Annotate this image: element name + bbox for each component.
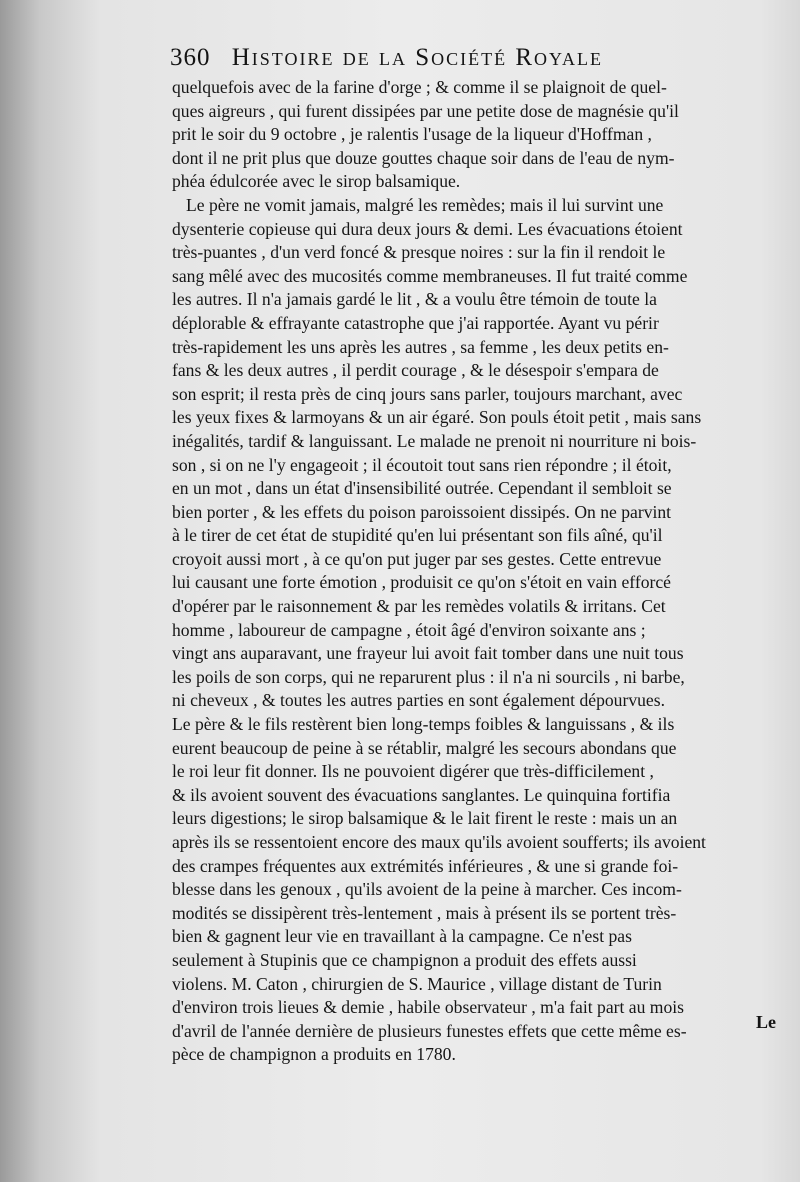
text-line: modités se dissipèrent très-lentement , mais à présent ils se portent très- — [172, 902, 677, 923]
text-line: des crampes fréquentes aux extrémités inférieures , & une si grande foi- — [172, 855, 679, 876]
text-line: les poils de son corps, qui ne reparurent plus : il n'a ni sourcils , ni barbe, — [172, 666, 685, 687]
text-line: d'opérer par le raisonnement & par les remèdes volatils & irritans. Cet — [172, 596, 666, 617]
text-line: à le tirer de cet état de stupidité qu'en lui présentant son fils aîné, qu'il — [172, 525, 663, 546]
text-line: vingt ans auparavant, une frayeur lui avoit fait tomber dans une nuit tous — [172, 643, 684, 664]
page-number: 360 — [170, 44, 211, 71]
text-line: en un mot , dans un état d'insensibilité outrée. Cependant il sembloit se — [172, 478, 672, 499]
text-line: quelquefois avec de la farine d'orge ; & comme il se plaignoit de quel- — [172, 77, 667, 97]
text-line: Le père ne vomit jamais, malgré les remèdes; mais il lui survint une — [186, 194, 664, 215]
text-line: son , si on ne l'y engageoit ; il écoutoit tout sans rien répondre ; il étoit, — [172, 454, 672, 475]
text-line: phéa édulcorée avec le sirop balsamique. — [172, 171, 461, 192]
text-line: son esprit; il resta près de cinq jours sans parler, toujours marchant, avec — [172, 383, 683, 404]
text-line: les yeux fixes & larmoyans & un air égaré. Son pouls étoit petit , mais sans — [172, 407, 702, 428]
text-line: les autres. Il n'a jamais gardé le lit , & a voulu être témoin de toute la — [172, 289, 657, 310]
text-line: d'environ trois lieues & demie , habile observateur , m'a fait part au mois — [172, 997, 685, 1018]
text-line: inégalités, tardif & languissant. Le malade ne prenoit ni nourriture ni bois- — [172, 430, 697, 451]
text-line: ques aigreurs , qui furent dissipées par une petite dose de magnésie qu'il — [172, 100, 679, 121]
text-line: seulement à Stupinis que ce champignon a produit des effets aussi — [172, 949, 637, 970]
running-header — [170, 44, 770, 72]
text-line: déplorable & effrayante catastrophe que j'ai rapportée. Ayant vu périr — [172, 312, 659, 333]
text-line: homme , laboureur de campagne , étoit âgé d'environ soixante ans ; — [172, 619, 646, 640]
text-line: le roi leur fit donner. Ils ne pouvoient digérer que très-difficilement , — [172, 761, 654, 782]
text-line: pèce de champignon a produits en 1780. — [172, 1044, 456, 1065]
text-line: dysenterie copieuse qui dura deux jours & demi. Les évacuations étoient — [172, 218, 683, 239]
text-line: fans & les deux autres , il perdit courage , & le désespoir s'empara de — [172, 360, 659, 381]
text-line: très-puantes , d'un verd foncé & presque noires : sur la fin il rendoit le — [172, 242, 666, 263]
text-line: leurs digestions; le sirop balsamique & le lait firent le reste : mais un an — [172, 808, 678, 829]
text-line: ni cheveux , & toutes les autres parties en sont également dépourvues. — [172, 690, 665, 711]
body-text — [172, 76, 770, 1067]
text-line: eurent beaucoup de peine à se rétablir, malgré les secours abondans que — [172, 737, 677, 758]
text-line: dont il ne prit plus que douze gouttes chaque soir dans de l'eau de nym- — [172, 147, 675, 168]
running-title: Histoire de la Société Royale — [231, 44, 604, 71]
text-line: Le père & le fils restèrent bien long-temps foibles & languissans , & ils — [172, 714, 675, 735]
text-line: & ils avoient souvent des évacuations sanglantes. Le quinquina fortifia — [172, 784, 671, 805]
text-line: blesse dans les genoux , qu'ils avoient de la peine à marcher. Ces incom- — [172, 879, 682, 900]
text-line: lui causant une forte émotion , produisit ce qu'on s'étoit en vain efforcé — [172, 572, 671, 593]
text-line: violens. M. Caton , chirurgien de S. Maurice , village distant de Turin — [172, 973, 662, 994]
text-line: croyoit aussi mort , à ce qu'on put juger par ses gestes. Cette entrevue — [172, 548, 662, 569]
catchword: Le — [756, 1012, 776, 1032]
text-line: sang mêlé avec des mucosités comme membraneuses. Il fut traité comme — [172, 265, 688, 286]
text-line: bien porter , & les effets du poison paroissoient dissipés. On ne parvint — [172, 501, 672, 522]
text-line: prit le soir du 9 octobre , je ralentis l'usage de la liqueur d'Hoffman , — [172, 124, 652, 145]
text-line: bien & gagnent leur vie en travaillant à la campagne. Ce n'est pas — [172, 926, 632, 947]
text-line: d'avril de l'année dernière de plusieurs funestes effets que cette même es- — [172, 1020, 687, 1041]
text-line: après ils se ressentoient encore des maux qu'ils avoient soufferts; ils avoient — [172, 832, 706, 852]
text-line: très-rapidement les uns après les autres , sa femme , les deux petits en- — [172, 336, 669, 357]
